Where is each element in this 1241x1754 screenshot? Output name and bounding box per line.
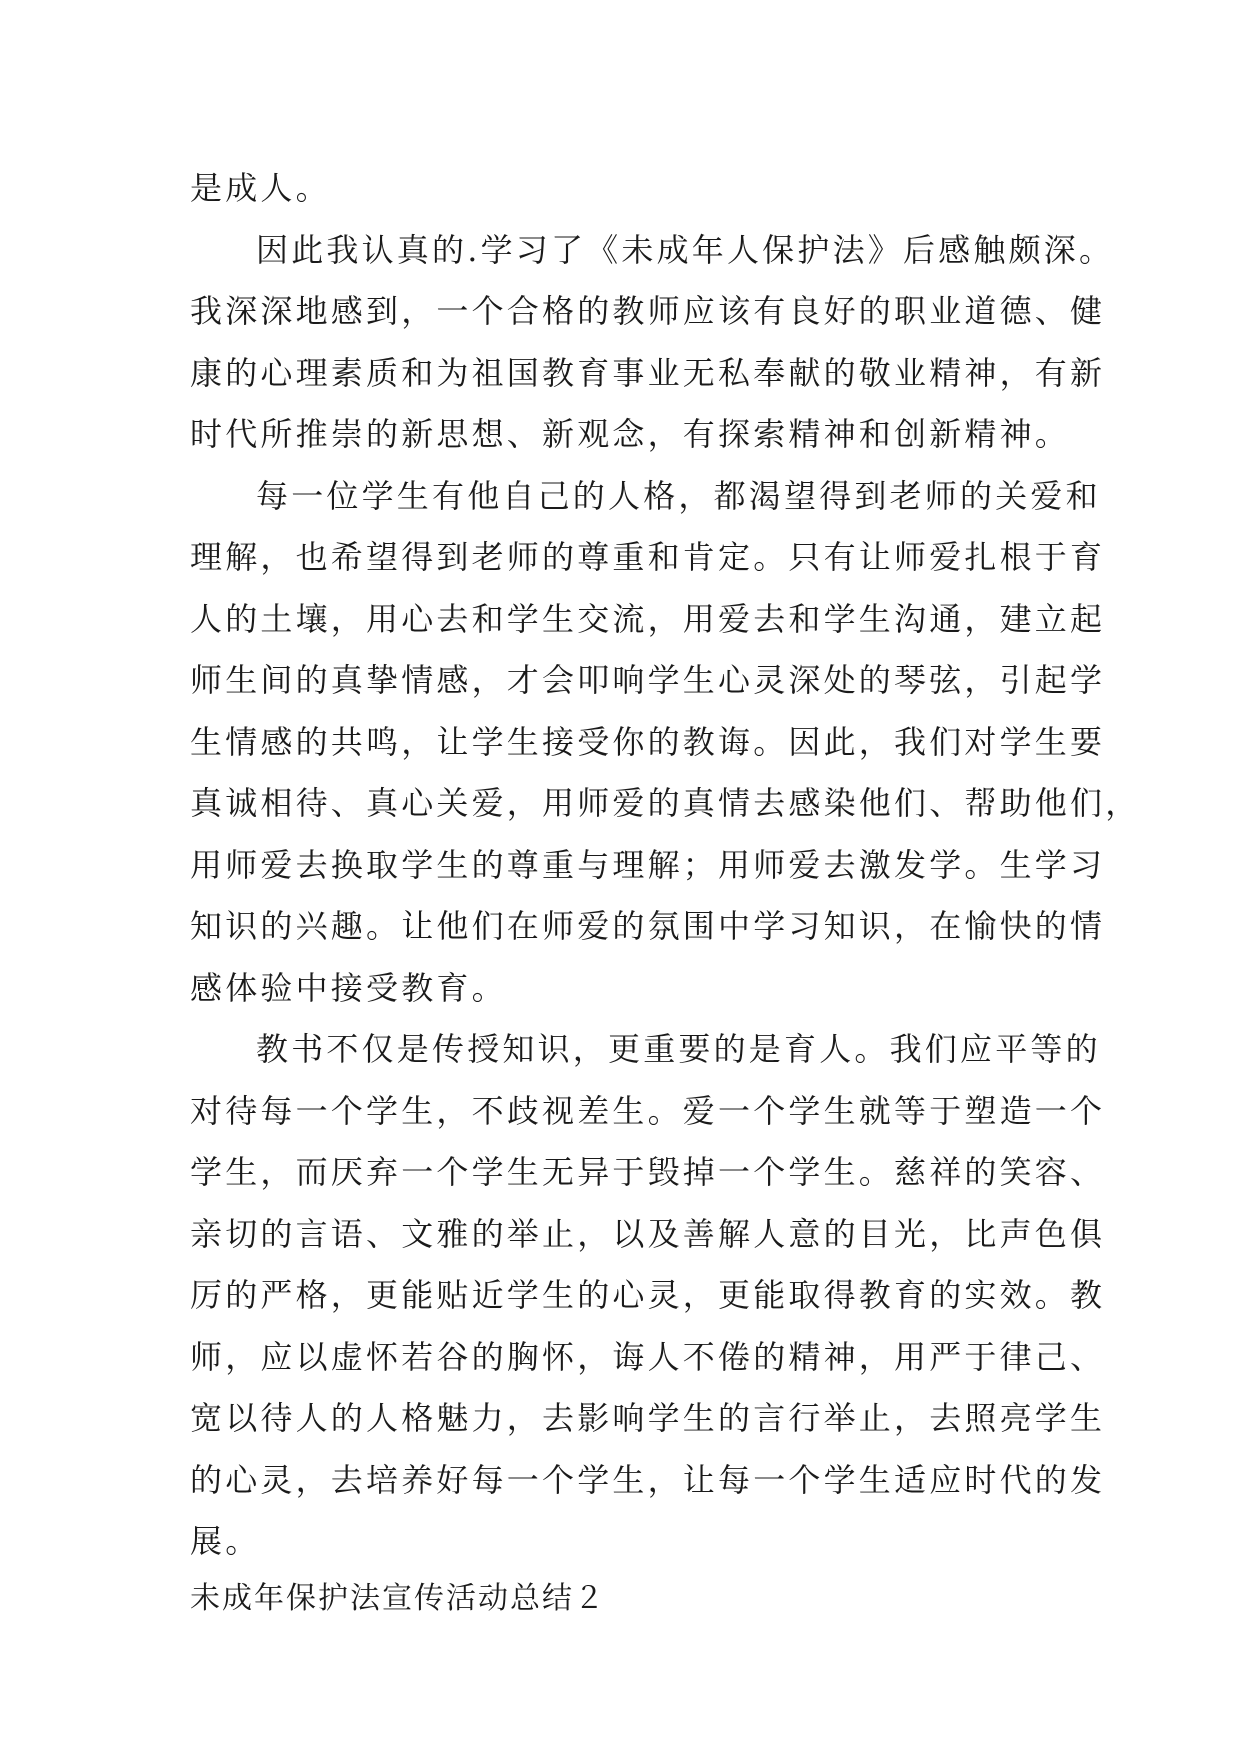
paragraph-line: 教书不仅是传授知识，更重要的是育人。我们应平等的 <box>256 1030 1101 1068</box>
document-body <box>190 158 1141 1625</box>
paragraph-line: 是成人。 <box>190 169 331 207</box>
paragraph-line: 用师爱去换取学生的尊重与理解；用师爱去激发学。生学习 <box>190 845 1106 884</box>
paragraph-line: 感体验中接受教育。 <box>190 968 507 1007</box>
paragraph-line: 真诚相待、真心关爱，用师爱的真情去感染他们、帮助他们， <box>190 784 1141 822</box>
paragraph-line: 宽以待人的人格魅力，去影响学生的言行举止，去照亮学生 <box>190 1399 1106 1437</box>
paragraph-line: 的心灵，去培养好每一个学生，让每一个学生适应时代的发 <box>190 1460 1106 1499</box>
paragraph-line: 师，应以虚怀若谷的胸怀，诲人不倦的精神，用严于律己、 <box>190 1337 1106 1376</box>
paragraph-line: 我深深地感到，一个合格的教师应该有良好的职业道德、健 <box>190 292 1106 330</box>
paragraph-line: 康的心理素质和为祖国教育事业无私奉献的敬业精神，有新 <box>190 353 1106 392</box>
paragraph-line: 理解，也希望得到老师的尊重和肯定。只有让师爱扎根于育 <box>190 538 1106 576</box>
paragraph-line: 知识的兴趣。让他们在师爱的氛围中学习知识，在愉快的情 <box>190 907 1106 945</box>
paragraph-line: 每一位学生有他自己的人格，都渴望得到老师的关爱和 <box>256 476 1101 515</box>
paragraph-line: 厉的严格，更能贴近学生的心灵，更能取得教育的实效。教 <box>190 1276 1106 1314</box>
paragraph-line: 对待每一个学生，不歧视差生。爱一个学生就等于塑造一个 <box>190 1091 1106 1130</box>
paragraph-line: 师生间的真挚情感，才会叩响学生心灵深处的琴弦，引起学 <box>190 661 1106 699</box>
paragraph-line: 亲切的言语、文雅的举止，以及善解人意的目光，比声色俱 <box>190 1214 1106 1253</box>
paragraph-line: 生情感的共鸣，让学生接受你的教诲。因此，我们对学生要 <box>190 722 1106 761</box>
paragraph-line: 时代所推崇的新思想、新观念，有探索精神和创新精神。 <box>190 415 1071 453</box>
paragraph-line: 人的土壤，用心去和学生交流，用爱去和学生沟通，建立起 <box>190 599 1106 638</box>
paragraph-line: 因此我认真的.学习了《未成年人保护法》后感触颇深。 <box>256 230 1115 269</box>
paragraph-line: 展。 <box>190 1522 261 1560</box>
paragraph-line: 学生，而厌弃一个学生无异于毁掉一个学生。慈祥的笑容、 <box>190 1153 1106 1191</box>
section-heading: 未成年保护法宣传活动总结２ <box>190 1580 606 1616</box>
